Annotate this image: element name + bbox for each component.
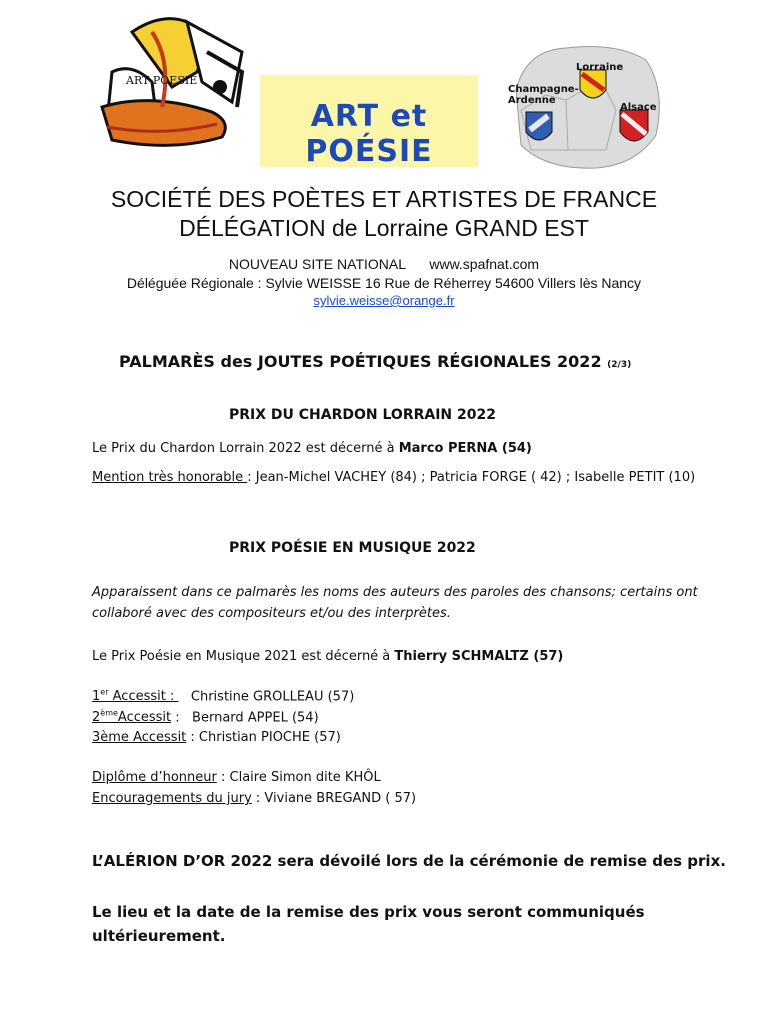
accessit-2-line: [92, 709, 319, 725]
musique-heading: PRIX POÉSIE EN MUSIQUE 2022: [229, 540, 476, 556]
accessit-1-value: Christine GROLLEAU (57): [178, 689, 355, 705]
musique-intro-line1: Apparaissent dans ce palmarès les noms des auteurs des paroles des chansons; certains ont: [92, 585, 698, 600]
diplome-line: [92, 770, 381, 785]
map-label-champagne: Champagne-Ardenne: [508, 84, 579, 106]
musique-prize-text: Le Prix Poésie en Musique 2021 est décerné à: [92, 649, 395, 664]
banner-text: ART et POÉSIE: [305, 99, 433, 169]
art-poesie-logo: [92, 12, 258, 160]
chardon-heading: PRIX DU CHARDON LORRAIN 2022: [229, 407, 496, 423]
lieu-line1: Le lieu et la date de la remise des prix vous seront communiqués: [92, 903, 645, 921]
palmares-title-text: PALMARÈS des JOUTES POÉTIQUES RÉGIONALES 2022: [119, 352, 602, 371]
accessit-2-sup: ème: [100, 709, 118, 718]
accessit-1-line: [92, 688, 354, 704]
email-link[interactable]: sylvie.weisse@orange.fr: [313, 293, 455, 308]
palmares-title: [119, 352, 631, 371]
accessit-3-line: [92, 730, 341, 745]
accessit-3-label: 3ème Accessit: [92, 730, 187, 745]
accessit-1-num: 1: [92, 689, 101, 705]
palmares-part: (2/3): [607, 360, 632, 370]
delegation-title: DÉLÉGATION de Lorraine GRAND EST: [179, 215, 589, 241]
accessit-1-sup: er: [100, 688, 109, 697]
lieu-line2: ultérieurement.: [92, 927, 226, 945]
email-line: [0, 293, 768, 308]
art-et-poesie-banner: [260, 75, 478, 167]
site-label: NOUVEAU SITE NATIONAL: [228, 256, 407, 272]
diplome-value: : Claire Simon dite KHÔL: [216, 770, 381, 785]
grand-est-map: [506, 40, 666, 170]
site-url[interactable]: www.spafnat.com: [429, 256, 540, 272]
accessit-1-label: [92, 689, 179, 704]
diplome-label: Diplôme d’honneur: [92, 770, 217, 785]
musique-prize-line: [92, 649, 563, 664]
musique-winner: Thierry SCHMALTZ (57): [394, 649, 564, 664]
accessit-3-value: : Christian PIOCHE (57): [186, 730, 341, 745]
encouragements-line: [92, 791, 416, 806]
encouragements-value: : Viviane BREGAND ( 57): [251, 791, 417, 806]
map-label-alsace: Alsace: [620, 102, 657, 113]
accessit-1-text: Accessit :: [108, 689, 179, 705]
delegate-line: Déléguée Régionale : Sylvie WEISSE 16 Rue de Réherrey 54600 Villers lès Nancy: [126, 275, 642, 291]
encouragements-label: Encouragements du jury: [92, 791, 252, 806]
society-title: SOCIÉTÉ DES POÈTES ET ARTISTES DE FRANCE: [110, 186, 658, 212]
logo-left-text: ART POESIE: [126, 74, 198, 87]
musique-intro-line2: collaboré avec des compositeurs et/ou des interprètes.: [92, 606, 451, 621]
chardon-mention-label: Mention très honorable: [92, 470, 248, 485]
chardon-prize-line: [92, 441, 532, 456]
map-label-lorraine: Lorraine: [576, 62, 624, 73]
chardon-prize-text: Le Prix du Chardon Lorrain 2022 est décerné à: [92, 441, 399, 456]
accessit-2-label: [92, 710, 171, 725]
chardon-winner: Marco PERNA (54): [398, 441, 532, 456]
chardon-mention-value: : Jean-Michel VACHEY (84) ; Patricia FORGE ( 42) ; Isabelle PETIT (10): [247, 470, 696, 485]
accessit-2-value: : Bernard APPEL (54): [171, 710, 319, 726]
chardon-mention-line: [92, 470, 695, 485]
alerion-announcement: L’ALÉRION D’OR 2022 sera dévoilé lors de la cérémonie de remise des prix.: [92, 852, 726, 870]
accessit-2-num: 2: [92, 710, 101, 726]
site-line: [0, 256, 768, 272]
accessit-2-text: Accessit: [117, 710, 172, 726]
